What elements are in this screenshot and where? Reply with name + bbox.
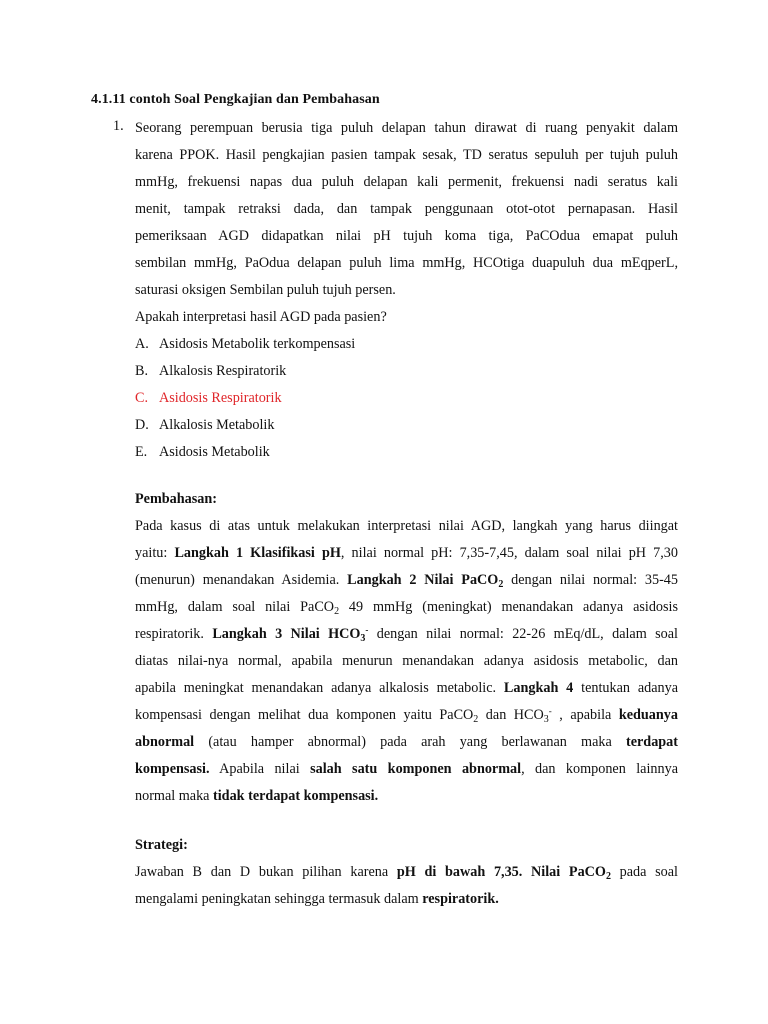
pembahasan-line: mmHg, dalam soal nilai PaCO$_2$ 49 mmHg (meningkat) menandakan adanya asidosis (135, 599, 678, 617)
option-text: Alkalosis Respiratorik (159, 363, 287, 379)
option-letter: C. (135, 390, 149, 406)
question-line: pemeriksaan AGD didapatkan nilai pH tujuh koma tiga, PaCOdua emapat puluh (135, 228, 678, 244)
option-e (135, 439, 678, 466)
strategi-line: Jawaban B dan D bukan pilihan karena pH di bawah 7,35. Nilai PaCO$_2$ pada soal (135, 864, 678, 882)
question-body (135, 115, 678, 913)
option-text: Alkalosis Metabolik (159, 417, 275, 433)
question-line: Seorang perempuan berusia tiga puluh delapan tahun dirawat di ruang penyakit dalam (135, 120, 678, 136)
option-b (135, 358, 678, 385)
option-c-correct (135, 385, 678, 412)
option-letter: E. (135, 444, 148, 460)
pembahasan-line: normal maka tidak terdapat kompensasi. (135, 788, 379, 804)
question-line: karena PPOK. Hasil pengkajian pasien tampak sesak, TD seratus sepuluh per tujuh puluh (135, 147, 678, 163)
pembahasan-line: respiratorik. Langkah 3 Nilai $HCO_3^-$ dengan nilai normal: 22-26 mEq/dL, dalam soal (135, 625, 678, 644)
strategi-line: mengalami peningkatan sehingga termasuk dalam respiratorik. (135, 891, 499, 907)
pembahasan-line: apabila meningkat menandakan adanya alkalosis metabolic. Langkah 4 tentukan adanya (135, 680, 678, 696)
pembahasan-line: (menurun) menandakan Asidemia. Langkah 2 Nilai PaCO$_2$ dengan nilai normal: 35-45 (135, 572, 678, 590)
pembahasan-line: yaitu: Langkah 1 Klasifikasi pH, nilai normal pH: 7,35-7,45, dalam soal nilai pH 7,30 (135, 545, 678, 561)
option-text: Asidosis Metabolik (159, 444, 270, 460)
option-text: Asidosis Metabolik terkompensasi (159, 336, 356, 352)
question-line: menit, tampak retraksi dada, dan tampak penggunaan otot-otot pernapasan. Hasil (135, 201, 678, 217)
question-line: saturasi oksigen Sembilan puluh tujuh persen. (135, 282, 396, 298)
option-d (135, 412, 678, 439)
pembahasan-line: Pada kasus di atas untuk melakukan interpretasi nilai AGD, langkah yang harus diingat (135, 518, 678, 534)
question-line: sembilan mmHg, PaOdua delapan puluh lima mmHg, HCOtiga duapuluh dua mEqperL, (135, 255, 678, 271)
section-heading: 4.1.11 contoh Soal Pengkajian dan Pembahasan (91, 92, 380, 107)
pembahasan-line: kompensasi dengan melihat dua komponen yaitu PaCO$_2$ dan $HCO_3^-$ , apabila keduanya (135, 706, 678, 725)
option-letter: B. (135, 363, 149, 379)
option-letter: D. (135, 417, 149, 433)
pembahasan-line: diatas nilai-nya normal, apabila menurun menandakan adanya asidosis metabolic, dan (135, 653, 678, 669)
question-prompt: Apakah interpretasi hasil AGD pada pasien? (135, 309, 387, 325)
pembahasan-line: abnormal (atau hamper abnormal) pada arah yang berlawanan maka terdapat (135, 734, 678, 750)
option-text: Asidosis Respiratorik (159, 390, 282, 406)
option-letter: A. (135, 336, 149, 352)
strategi-title: Strategi: (135, 837, 188, 853)
option-a (135, 331, 678, 358)
question-number: 1. (113, 118, 124, 134)
pembahasan-line: kompensasi. Apabila nilai salah satu komponen abnormal, dan komponen lainnya (135, 761, 678, 777)
pembahasan-title: Pembahasan: (135, 491, 217, 507)
question-line: mmHg, frekuensi napas dua puluh delapan kali permenit, frekuensi nadi seratus kali (135, 174, 678, 190)
